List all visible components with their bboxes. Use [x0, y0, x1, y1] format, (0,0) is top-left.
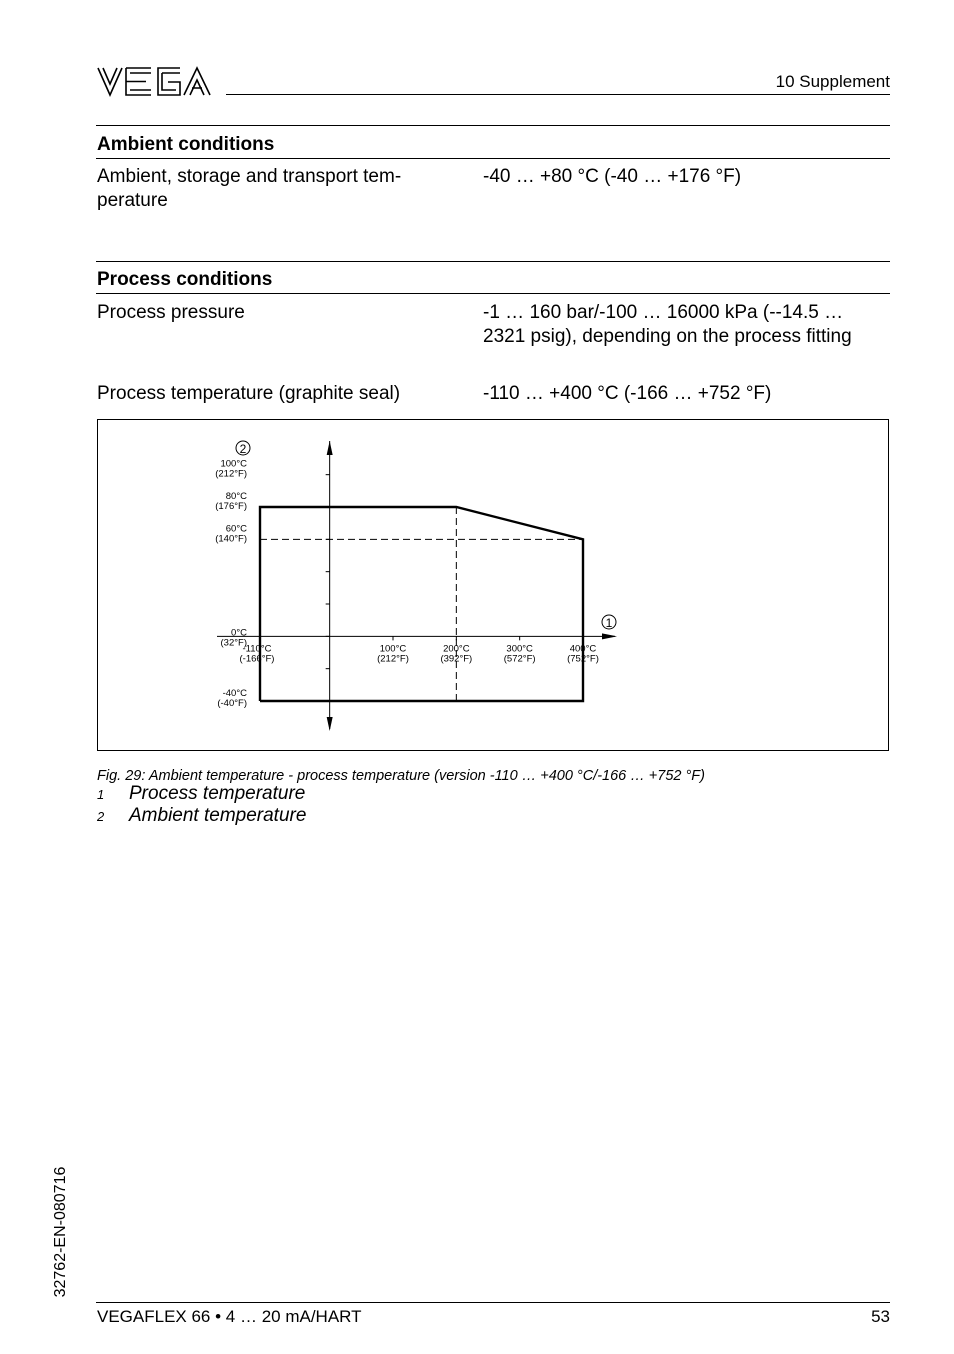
ambient-temperature-value: -40 … +80 °C (-40 … +176 °F) [483, 166, 742, 187]
temperature-chart [97, 419, 889, 751]
y-axis-marker: 2 [239, 442, 247, 456]
x-tick-label: (-166°F) [239, 653, 275, 665]
x-tick-label: 200°C [443, 643, 470, 655]
figure-caption: Fig. 29: Ambient temperature - process temperature (version -110 … +400 °C/-166 … +752 °F) [97, 768, 705, 784]
legend-process-temperature: Process temperature [129, 783, 306, 804]
y-tick-label: (176°F) [215, 501, 247, 512]
process-pressure-label: Process pressure [97, 302, 245, 323]
ambient-conditions-heading: Ambient conditions [97, 134, 275, 155]
document-id: 32762-EN-080716 [52, 1166, 69, 1298]
x-tick-label: -110°C [242, 643, 272, 655]
table-rule [96, 293, 890, 294]
process-pressure-value: -1 … 160 bar/-100 … 16000 kPa (--14.5 … 2321 psig), depending on the process fitting [483, 302, 852, 347]
y-tick-label: 60°C [225, 523, 247, 535]
y-tick-label: 100°C [220, 458, 247, 470]
y-axis-arrow-up-icon [327, 441, 333, 455]
section-title: 10 Supplement [775, 72, 890, 91]
ambient-temperature-label: Ambient, storage and transport tem-perature [97, 166, 402, 211]
vega-logo [96, 64, 214, 98]
y-tick-label: (-40°F) [217, 698, 247, 709]
table-rule [96, 125, 890, 126]
process-temperature-value: -110 … +400 °C (-166 … +752 °F) [483, 383, 772, 404]
x-axis-arrow-icon [602, 633, 617, 639]
operating-range-boundary [260, 507, 583, 701]
legend-number: 1 [97, 787, 105, 802]
x-tick-label: 400°C [569, 643, 597, 655]
x-tick-label: (392°F) [440, 653, 473, 665]
y-tick-label: (32°F) [220, 637, 247, 649]
y-tick-label: 80°C [225, 491, 247, 502]
process-temperature-label: Process temperature (graphite seal) [97, 383, 401, 404]
process-conditions-heading: Process conditions [97, 269, 273, 290]
table-rule [96, 158, 890, 159]
x-tick-label: (752°F) [567, 653, 599, 665]
footer-rule [96, 1302, 890, 1303]
legend-number: 2 [97, 809, 105, 824]
y-axis-arrow-down-icon [327, 717, 333, 731]
legend-ambient-temperature: Ambient temperature [129, 805, 307, 826]
y-tick-label: (140°F) [215, 533, 247, 545]
y-tick-label: -40°C [222, 688, 247, 699]
header-rule [226, 94, 890, 95]
page-number: 53 [871, 1307, 890, 1326]
footer-product: VEGAFLEX 66 • 4 … 20 mA/HART [97, 1307, 362, 1326]
y-tick-label: (212°F) [215, 468, 247, 480]
y-tick-label: 0°C [231, 627, 247, 639]
x-tick-label: 300°C [506, 643, 533, 655]
x-tick-label: (212°F) [377, 653, 409, 665]
x-axis-marker: 1 [605, 616, 613, 630]
table-rule [96, 261, 890, 262]
x-tick-label: 100°C [379, 643, 407, 655]
x-tick-label: (572°F) [503, 653, 536, 665]
